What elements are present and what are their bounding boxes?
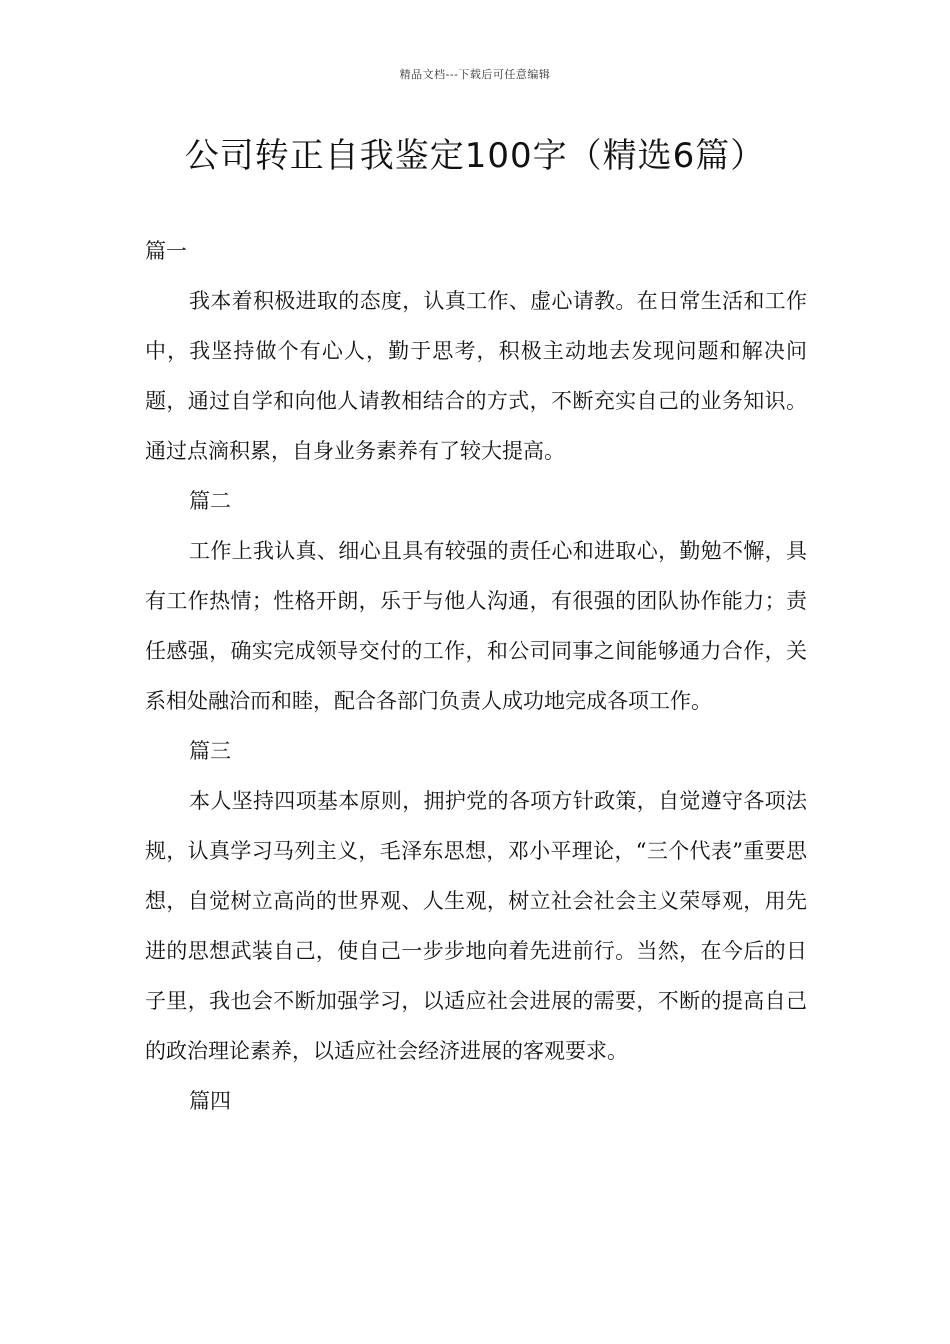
section-heading-1: 篇一 [145,239,187,263]
section-paragraph-3: 本人坚持四项基本原则，拥护党的各项方针政策，自觉遵守各项法规，认真学习马列主义，毛泽东思想，邓小平理论，“三个代表”重要思想，自觉树立高尚的世界观、人生观，树立社会社会主义荣辱观，用先进的思想武装自己，使自己一步步地向着先进前行。当然，在今后的日子里，我也会不断加强学习，以适应社会进展的需要，不断的提高自己的政治理论素养，以适应社会经济进展的客观要求。 [145,789,807,1063]
page-header-note: 精品文档---下载后可任意编辑 [399,68,551,81]
document-body [145,226,807,1126]
document-title: 公司转正自我鉴定100字（精选6篇） [184,136,766,176]
section-paragraph-1: 我本着积极进取的态度，认真工作、虚心请教。在日常生活和工作中，我坚持做个有心人，勤于思考，积极主动地去发现问题和解决问题，通过自学和向他人请教相结合的方式，不断充实自己的业务知识。通过点滴积累，自身业务素养有了较大提高。 [145,289,807,463]
section-heading-4: 篇四 [189,1089,231,1113]
section-paragraph-2: 工作上我认真、细心且具有较强的责任心和进取心，勤勉不懈，具有工作热情；性格开朗，乐于与他人沟通，有很强的团队协作能力；责任感强，确实完成领导交付的工作，和公司同事之间能够通力合作，关系相处融洽而和睦，配合各部门负责人成功地完成各项工作。 [145,539,807,713]
section-heading-3: 篇三 [189,739,231,763]
section-heading-2: 篇二 [189,489,231,513]
